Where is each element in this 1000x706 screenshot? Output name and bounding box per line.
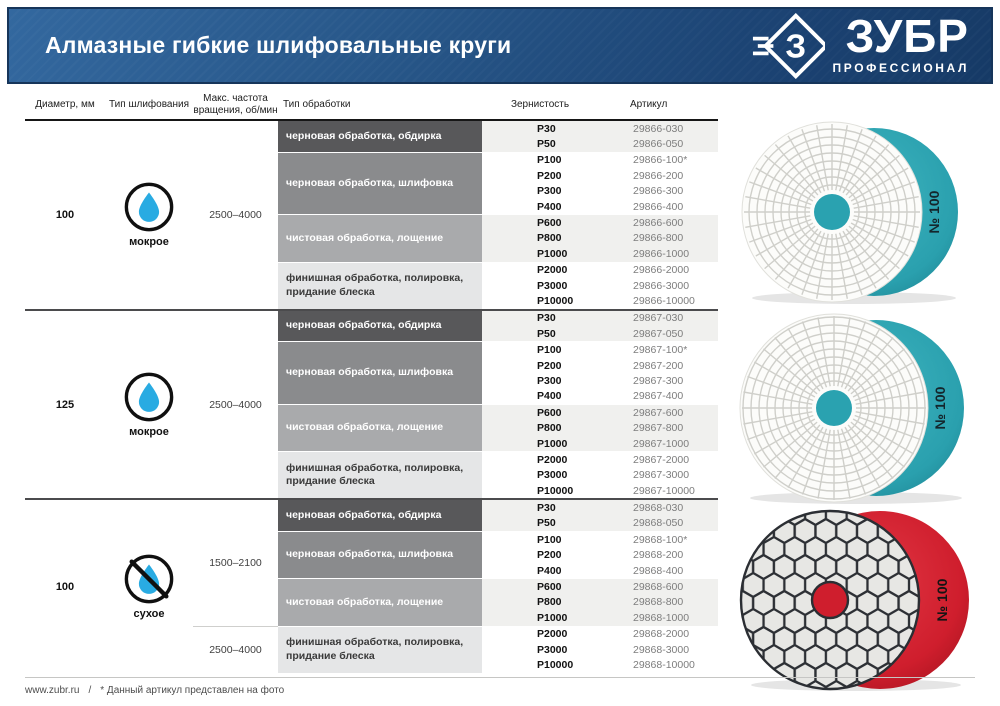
article-number: 29867-10000: [633, 484, 695, 497]
article-number: 29866-300: [633, 185, 684, 198]
grit-value: Р50: [537, 138, 556, 151]
svg-text:З: З: [784, 28, 806, 66]
grit-row: [482, 436, 718, 451]
diameter-cell: [25, 121, 105, 309]
table-group: [25, 498, 718, 672]
processing-type-cell: финишная обработка, полировка, придание блеска: [278, 452, 482, 498]
grit-value: Р100: [537, 533, 562, 546]
article-number: 29868-1000: [633, 611, 690, 624]
article-number: 29866-050: [633, 138, 684, 151]
article-number: 29866-600: [633, 217, 684, 230]
article-number: 29868-10000: [633, 658, 695, 671]
diameter-value: 100: [55, 580, 75, 593]
article-number: 29867-2000: [633, 453, 690, 466]
frequency-value: 2500–4000: [209, 398, 262, 411]
grit-rows: [482, 405, 718, 451]
grit-value: Р100: [537, 344, 562, 357]
grit-row: [482, 278, 718, 293]
processing-blocks: [278, 121, 718, 309]
grit-row: [482, 563, 718, 578]
col-header-article: Артикул: [630, 98, 668, 110]
article-number: 29867-3000: [633, 469, 690, 482]
article-number: 29866-200: [633, 169, 684, 182]
brand-name: ЗУБР: [845, 10, 969, 63]
frequency-value: 2500–4000: [209, 208, 262, 221]
article-number: 29868-800: [633, 596, 684, 609]
article-number: 29866-030: [633, 122, 684, 135]
frequency-cell: [193, 500, 278, 672]
processing-type-cell: чистовая обработка, лощение: [278, 215, 482, 261]
grit-value: Р3000: [537, 469, 568, 482]
grit-rows: [482, 311, 718, 342]
processing-blocks: [278, 311, 718, 499]
grit-row: [482, 358, 718, 373]
grit-value: Р800: [537, 422, 562, 435]
page-title: Алмазные гибкие шлифовальные круги: [45, 32, 512, 58]
processing-type-cell: финишная обработка, полировка, придание блеска: [278, 627, 482, 673]
zubr-logo: [751, 10, 969, 79]
grit-value: Р200: [537, 549, 562, 562]
article-number: 29866-400: [633, 200, 684, 213]
grit-row: [482, 610, 718, 625]
processing-type-cell: черновая обработка, обдирка: [278, 500, 482, 531]
grit-row: [482, 231, 718, 246]
footer-site-url: www.zubr.ru: [25, 685, 80, 696]
grit-value: Р200: [537, 169, 562, 182]
grit-value: Р800: [537, 232, 562, 245]
grit-rows: [482, 263, 718, 309]
grit-row: [482, 468, 718, 483]
grit-value: Р400: [537, 390, 562, 403]
processing-blocks: [278, 500, 718, 672]
grit-row: [482, 516, 718, 531]
table-group: [25, 309, 718, 499]
article-number: 29868-400: [633, 564, 684, 577]
grit-row: [482, 420, 718, 435]
article-number: 29868-030: [633, 502, 684, 515]
grit-row: [482, 168, 718, 183]
grit-value: Р600: [537, 217, 562, 230]
grit-row: [482, 389, 718, 404]
grit-rows: [482, 579, 718, 625]
grit-row: [482, 342, 718, 357]
grit-row: [482, 263, 718, 278]
grit-value: Р300: [537, 374, 562, 387]
frequency-value: 2500–4000: [193, 626, 278, 673]
grit-row: [482, 405, 718, 420]
grit-value: Р300: [537, 185, 562, 198]
grit-row: [482, 483, 718, 498]
grit-rows: [482, 121, 718, 152]
grit-value: Р1000: [537, 247, 568, 260]
processing-block: [278, 451, 718, 498]
footer-separator: /: [88, 685, 92, 696]
processing-type-cell: чистовая обработка, лощение: [278, 405, 482, 451]
processing-type-cell: чистовая обработка, лощение: [278, 579, 482, 625]
grit-row: [482, 293, 718, 308]
water-drop-icon: [123, 371, 175, 423]
col-header-frequency: Макс. частота вращения, об/мин: [193, 92, 278, 116]
processing-block: [278, 531, 718, 578]
footer-note: * Данный артикул представлен на фото: [100, 685, 285, 696]
svg-text:№ 100: № 100: [934, 578, 950, 622]
article-number: 29867-1000: [633, 437, 690, 450]
processing-block: [278, 626, 718, 673]
frequency-value: 1500–2100: [209, 556, 262, 569]
diameter-value: 125: [55, 398, 75, 411]
grit-rows: [482, 153, 718, 215]
processing-block: [278, 341, 718, 404]
grind-type-cell: [105, 121, 193, 309]
grit-row: [482, 326, 718, 341]
grit-rows: [482, 627, 718, 673]
grit-value: Р400: [537, 564, 562, 577]
grind-type-cell: [105, 311, 193, 499]
grit-row: [482, 500, 718, 515]
grit-value: Р2000: [537, 264, 568, 277]
svg-text:№ 100: № 100: [932, 386, 948, 430]
article-number: 29868-3000: [633, 643, 690, 656]
table-body: [25, 121, 718, 673]
article-number: 29868-2000: [633, 628, 690, 641]
grit-rows: [482, 532, 718, 578]
grind-type-label: мокрое: [129, 236, 169, 249]
grit-value: Р400: [537, 200, 562, 213]
grit-row: [482, 121, 718, 136]
processing-block: [278, 311, 718, 342]
processing-type-cell: черновая обработка, обдирка: [278, 121, 482, 152]
table-header: [25, 90, 718, 121]
processing-type-cell: черновая обработка, шлифовка: [278, 342, 482, 404]
grit-row: [482, 627, 718, 642]
article-number: 29868-050: [633, 517, 684, 530]
grind-type-cell: [105, 500, 193, 672]
article-number: 29866-10000: [633, 294, 695, 307]
grit-row: [482, 532, 718, 547]
article-number: 29866-100*: [633, 154, 688, 167]
article-number: 29867-300: [633, 374, 684, 387]
article-number: 29867-400: [633, 390, 684, 403]
grit-value: Р10000: [537, 294, 574, 307]
frequency-cell: [193, 311, 278, 499]
diameter-cell: [25, 311, 105, 499]
processing-type-cell: черновая обработка, шлифовка: [278, 153, 482, 215]
grind-type-label: сухое: [133, 608, 165, 621]
article-number: 29866-3000: [633, 279, 690, 292]
processing-type-cell: черновая обработка, обдирка: [278, 311, 482, 342]
zubr-diamond-arrow-icon: [751, 13, 825, 79]
grit-row: [482, 184, 718, 199]
col-header-processing: Тип обработки: [283, 98, 351, 110]
processing-block: [278, 578, 718, 625]
article-number: 29867-200: [633, 359, 684, 372]
grit-rows: [482, 452, 718, 498]
header-banner: [7, 7, 993, 84]
grit-row: [482, 136, 718, 151]
grit-row: [482, 548, 718, 563]
frequency-cell: [193, 121, 278, 309]
grit-row: [482, 246, 718, 261]
grit-row: [482, 452, 718, 467]
grit-value: Р1000: [537, 611, 568, 624]
grit-row: [482, 373, 718, 388]
wet-polishing-disc-photo: [722, 312, 982, 504]
grit-rows: [482, 500, 718, 531]
processing-type-cell: финишная обработка, полировка, придание блеска: [278, 263, 482, 309]
grit-row: [482, 199, 718, 214]
grit-value: Р50: [537, 327, 556, 340]
processing-block: [278, 121, 718, 152]
table-group: [25, 121, 718, 309]
grit-row: [482, 153, 718, 168]
grit-row: [482, 215, 718, 230]
article-number: 29866-800: [633, 232, 684, 245]
grit-value: Р800: [537, 596, 562, 609]
grit-rows: [482, 215, 718, 261]
diameter-value: 100: [55, 208, 75, 221]
processing-block: [278, 214, 718, 261]
grit-value: Р50: [537, 517, 556, 530]
processing-block: [278, 500, 718, 531]
processing-block: [278, 262, 718, 309]
article-number: 29867-050: [633, 327, 684, 340]
wet-polishing-disc-photo: [722, 116, 982, 308]
grit-row: [482, 579, 718, 594]
grit-value: Р2000: [537, 628, 568, 641]
grit-value: Р200: [537, 359, 562, 372]
grind-type-label: мокрое: [129, 426, 169, 439]
grit-rows: [482, 342, 718, 404]
processing-block: [278, 404, 718, 451]
grit-value: Р1000: [537, 437, 568, 450]
article-number: 29868-100*: [633, 533, 688, 546]
grit-value: Р3000: [537, 279, 568, 292]
water-drop-icon: [123, 181, 175, 233]
col-header-diameter: Диаметр, мм: [35, 98, 95, 110]
diameter-cell: [25, 500, 105, 672]
brand-subtitle: ПРОФЕССИОНАЛ: [832, 60, 969, 75]
processing-block: [278, 152, 718, 215]
grit-value: Р30: [537, 122, 556, 135]
grit-value: Р100: [537, 154, 562, 167]
grit-value: Р600: [537, 581, 562, 594]
grit-value: Р30: [537, 502, 556, 515]
article-number: 29866-1000: [633, 247, 690, 260]
grit-value: Р600: [537, 406, 562, 419]
product-photos: [722, 116, 990, 698]
grit-row: [482, 311, 718, 326]
article-number: 29867-030: [633, 312, 684, 325]
article-number: 29868-600: [633, 581, 684, 594]
article-number: 29868-200: [633, 549, 684, 562]
grit-value: Р3000: [537, 643, 568, 656]
grit-row: [482, 657, 718, 672]
dry-polishing-disc-photo: [722, 504, 982, 696]
grit-value: Р10000: [537, 484, 574, 497]
article-number: 29867-600: [633, 406, 684, 419]
col-header-grind-type: Тип шлифования: [109, 98, 189, 110]
article-number: 29867-100*: [633, 344, 688, 357]
footer: [25, 677, 975, 696]
article-number: 29867-800: [633, 422, 684, 435]
grit-row: [482, 642, 718, 657]
grit-value: Р30: [537, 312, 556, 325]
grit-row: [482, 595, 718, 610]
processing-type-cell: черновая обработка, шлифовка: [278, 532, 482, 578]
article-number: 29866-2000: [633, 264, 690, 277]
grit-value: Р2000: [537, 453, 568, 466]
svg-text:№ 100: № 100: [926, 190, 942, 234]
no-water-drop-icon: [123, 553, 175, 605]
logo-text: [832, 10, 969, 75]
col-header-grit: Зернистость: [510, 98, 570, 110]
grit-value: Р10000: [537, 658, 574, 671]
